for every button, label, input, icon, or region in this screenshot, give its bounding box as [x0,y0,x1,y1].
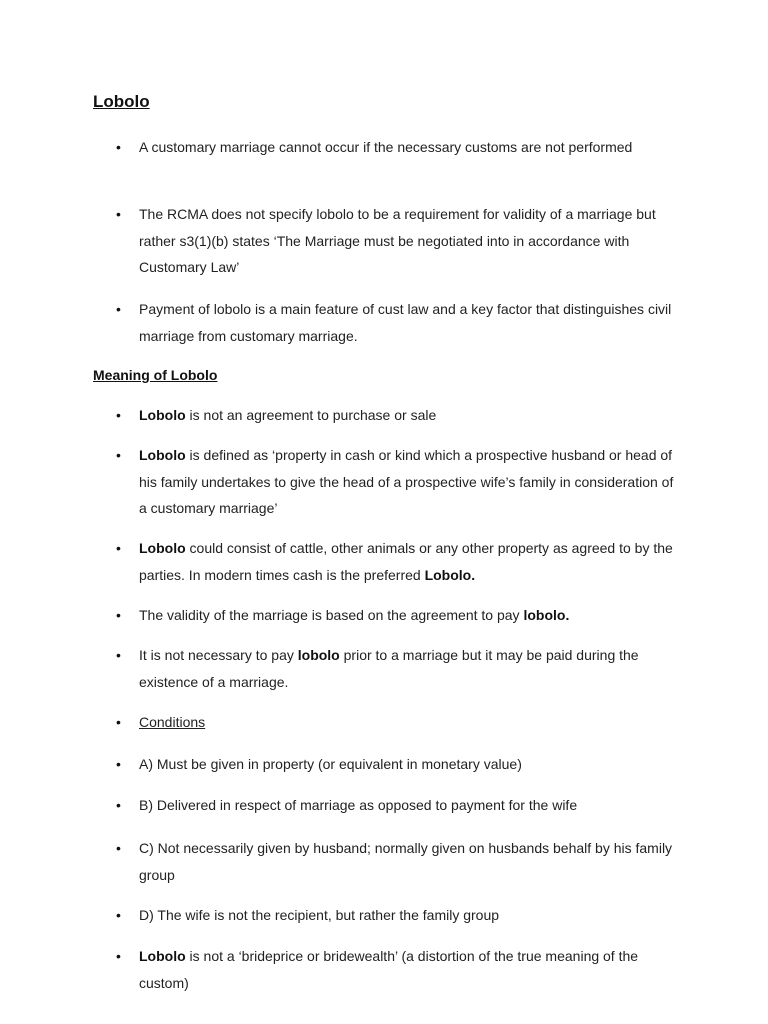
list-item [116,602,684,629]
bullet-icon: • [116,647,121,663]
list-item-text: prior to a marriage but it may be paid during the existence of a marriage. [139,647,639,690]
bullet-icon: • [116,797,121,813]
list-item [116,835,684,888]
bullet-icon: • [116,206,121,222]
list-item [116,642,684,695]
list-item [116,535,684,588]
bullet-icon: • [116,756,121,772]
bullet-icon: • [116,407,121,423]
list-item [116,134,684,161]
bullet-icon: • [116,447,121,463]
section-heading: Meaning of Lobolo [93,367,218,383]
list-item-text: A) Must be given in property (or equivalent in monetary value) [139,756,522,772]
bold-term: Lobolo [139,540,186,556]
list-item [116,402,684,429]
list-item [116,792,684,819]
bold-term: Lobolo. [424,566,476,583]
bullet-icon: • [116,714,121,730]
list-item [116,442,684,522]
list-item [116,201,684,281]
bullet-icon: • [116,540,121,556]
conditions-label: Conditions [139,714,206,730]
list-item-text: is defined as ‘property in cash or kind which a prospective husband or head of his family undertakes to give the head of a prospective wife’s family in consideration of a customary marriage’ [139,447,674,516]
bold-term: Lobolo [139,948,186,964]
bold-term: Lobolo [139,407,186,423]
list-item-text: C) Not necessarily given by husband; normally given on husbands behalf by his family group [139,840,673,883]
bullet-icon: • [116,301,121,317]
bold-term: lobolo [297,647,340,663]
bold-term: lobolo. [523,607,570,623]
page-title: Lobolo [93,92,150,111]
bullet-icon: • [116,948,121,964]
list-item [116,296,684,349]
list-item-text: The validity of the marriage is based on the agreement to pay [139,607,524,623]
list-item-text: is not a ‘brideprice or bridewealth’ (a distortion of the true meaning of the custom) [139,948,639,991]
bullet-icon: • [116,139,121,155]
list-item [116,902,684,929]
list-item-text: A customary marriage cannot occur if the necessary customs are not performed [139,139,633,155]
bullet-icon: • [116,607,121,623]
list-item-text: could consist of cattle, other animals or any other property as agreed to by the parties. In modern times cash is the preferred [139,540,673,583]
bold-term: Lobolo [139,447,186,463]
list-item [116,709,684,736]
list-item-text: The RCMA does not specify lobolo to be a requirement for validity of a marriage but rather s3(1)(b) states ‘The Marriage must be negotiated into in accordance with Customary Law’ [139,206,656,275]
list-item-text: It is not necessary to pay [139,647,298,663]
bullet-icon: • [116,840,121,856]
list-item-text: is not an agreement to purchase or sale [185,407,437,423]
list-item [116,751,684,778]
list-item-text: D) The wife is not the recipient, but rather the family group [139,907,500,923]
list-item [116,943,684,996]
list-item-text: Payment of lobolo is a main feature of cust law and a key factor that distinguishes civil marriage from customary marriage. [139,301,672,344]
bullet-icon: • [116,907,121,923]
list-item-text: B) Delivered in respect of marriage as opposed to payment for the wife [139,797,578,813]
